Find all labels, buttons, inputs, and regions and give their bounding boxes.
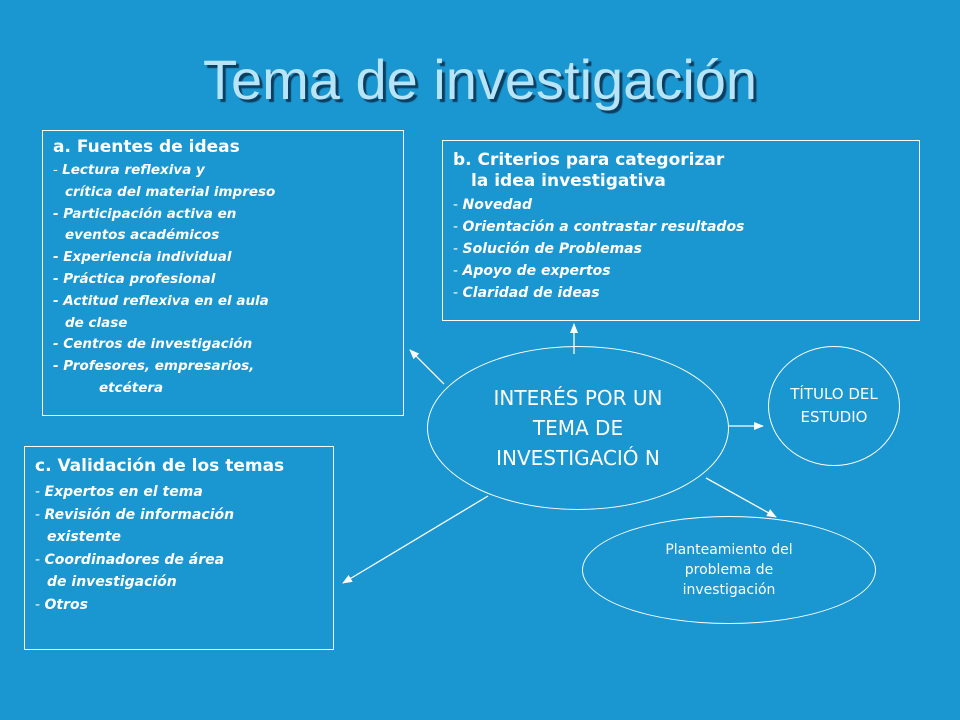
bullet-dash: -	[453, 197, 463, 213]
arrow-to-validacion	[343, 496, 488, 583]
list-item-text: de clase	[65, 314, 128, 331]
list-item-text: Lectura reflexiva y	[62, 162, 205, 178]
titulo-del-estudio-text: TÍTULO DEL ESTUDIO	[790, 385, 878, 426]
bullet-dash: -	[35, 596, 45, 613]
list-item-text: Solución de Problemas	[462, 241, 642, 257]
bullet-dash: -	[453, 263, 463, 279]
list-item-text: - Actitud reflexiva en el aula	[53, 292, 269, 309]
list-item-text: Claridad de ideas	[462, 285, 600, 301]
validacion-heading: c. Validación de los temas	[35, 456, 285, 476]
fuentes-de-ideas-heading: a. Fuentes de ideas	[53, 137, 240, 157]
list-item-text: - Práctica profesional	[53, 270, 216, 287]
bullet-dash: -	[53, 162, 63, 178]
list-item-text: Orientación a contrastar resultados	[462, 219, 745, 235]
list-item-text: - Experiencia individual	[53, 249, 232, 266]
criterios-heading-line2: la idea investigativa	[471, 171, 666, 191]
list-item-text: de investigación	[47, 574, 177, 590]
bullet-dash: -	[35, 551, 45, 568]
bullet-dash: -	[453, 285, 463, 301]
list-item-text: - Participación activa en	[53, 205, 237, 222]
interes-ellipse-text: INTERÉS POR UN TEMA DE INVESTIGACIÓ N	[493, 386, 663, 470]
list-item-text: Expertos en el tema	[44, 484, 203, 500]
planteamiento-text: Planteamiento del problema de investigación	[665, 542, 793, 598]
list-item-text: Revisión de información	[44, 506, 235, 523]
list-item-text: eventos académicos	[65, 227, 220, 244]
bullet-dash: -	[453, 219, 463, 235]
list-item-text: existente	[47, 529, 121, 545]
arrow-to-fuentes	[410, 350, 444, 384]
arrow-to-planteamiento	[706, 478, 776, 517]
list-item-text: - Centros de investigación	[53, 336, 253, 353]
list-item-text: - Profesores, empresarios,	[53, 358, 255, 375]
list-item-text: crítica del material impreso	[65, 183, 276, 200]
list-item-text: Apoyo de expertos	[462, 263, 611, 279]
list-item-text: Coordinadores de área	[44, 551, 225, 568]
bullet-dash: -	[453, 241, 463, 257]
list-item-text: Otros	[44, 596, 88, 613]
slide-title: Tema de investigación	[202, 48, 758, 111]
list-item-text: Novedad	[462, 197, 532, 213]
bullet-dash: -	[35, 484, 45, 500]
bullet-dash: -	[35, 506, 45, 523]
list-item-text: etcétera	[99, 379, 164, 396]
criterios-heading-line1: b. Criterios para categorizar	[453, 150, 725, 170]
